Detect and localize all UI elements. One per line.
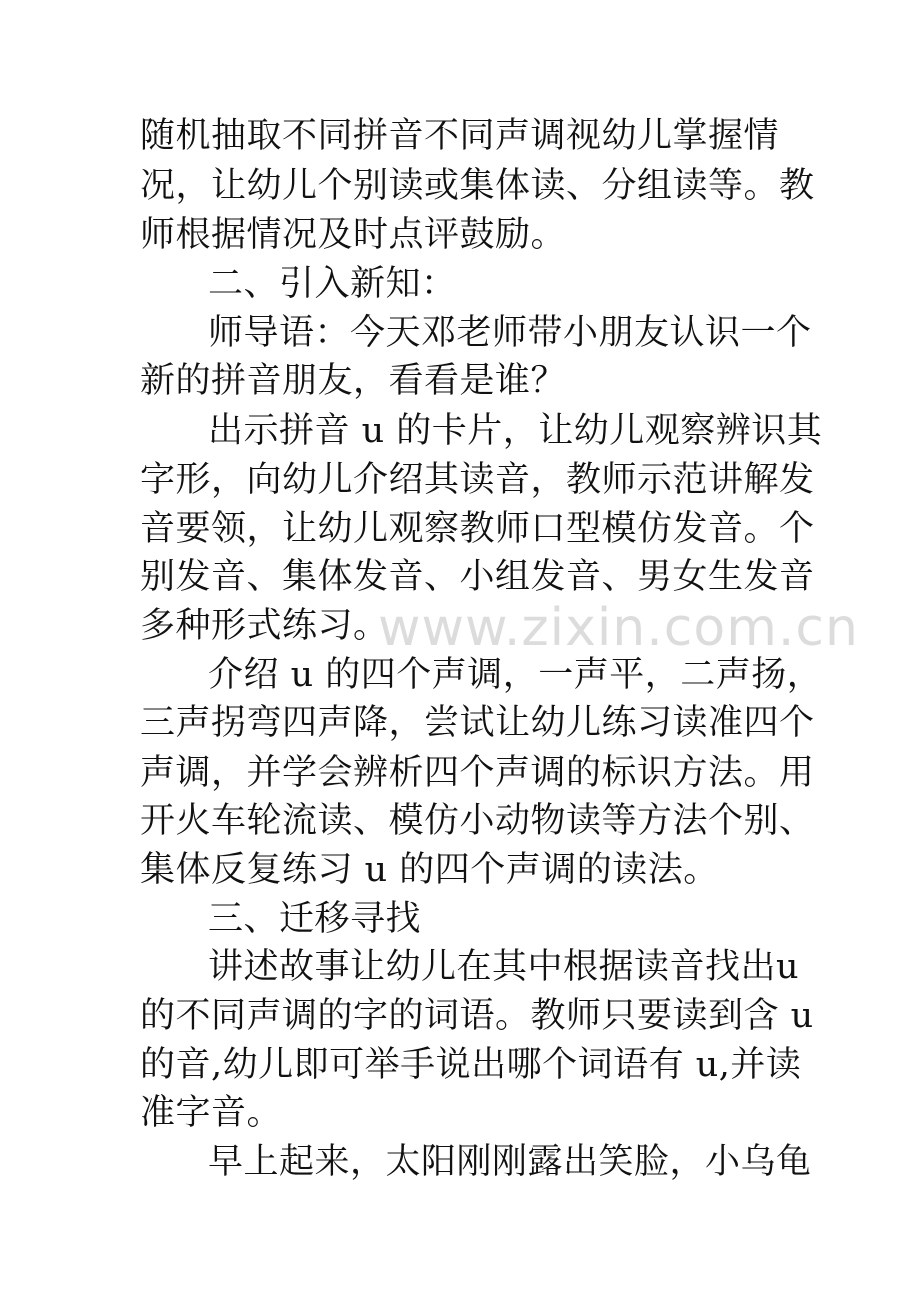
text-line: 师导语：今天邓老师带小朋友认识一个 — [208, 313, 812, 353]
text-line: 别发音、集体发音、小组发音、男女生发音 — [140, 557, 815, 597]
text-line: 讲述故事让幼儿在其中根据读音找出u — [208, 947, 800, 987]
watermark-text: www.zixin.com.cn — [378, 598, 859, 658]
text-line: 三声拐弯四声降，尝试让幼儿练习读准四个 — [140, 703, 815, 743]
text-line: 多种形式练习。 — [140, 606, 389, 646]
text-line: 开火车轮流读、模仿小动物读等方法个别、 — [140, 801, 815, 841]
text-line: 出示拼音 u 的卡片，让幼儿观察辨识其 — [208, 411, 823, 451]
text-line: 况，让幼儿个别读或集体读、分组读等。教 — [140, 166, 815, 206]
text-line: 声调，并学会辨析四个声调的标识方法。用 — [140, 753, 815, 793]
text-line: 音要领，让幼儿观察教师口型模仿发音。个 — [140, 509, 815, 549]
text-line: 介绍 u 的四个声调，一声平，二声扬， — [208, 655, 823, 695]
text-line: 新的拼音朋友，看看是谁？ — [140, 361, 567, 401]
text-line: 的不同声调的字的词语。教师只要读到含 u — [140, 996, 814, 1036]
section-heading: 二、引入新知： — [208, 264, 457, 304]
section-heading: 三、迁移寻找 — [208, 899, 422, 939]
text-line: 准字音。 — [140, 1093, 283, 1133]
text-line: 字形，向幼儿介绍其读音，教师示范讲解发 — [140, 460, 815, 500]
text-line: 师根据情况及时点评鼓励。 — [140, 215, 567, 255]
text-line: 随机抽取不同拼音不同声调视幼儿掌握情 — [140, 116, 780, 156]
text-line: 的音,幼儿即可举手说出哪个词语有 u,并读 — [140, 1045, 802, 1085]
text-line: 早上起来，太阳刚刚露出笑脸，小乌龟 — [208, 1142, 812, 1182]
text-line: 集体反复练习 u 的四个声调的读法。 — [140, 850, 719, 890]
